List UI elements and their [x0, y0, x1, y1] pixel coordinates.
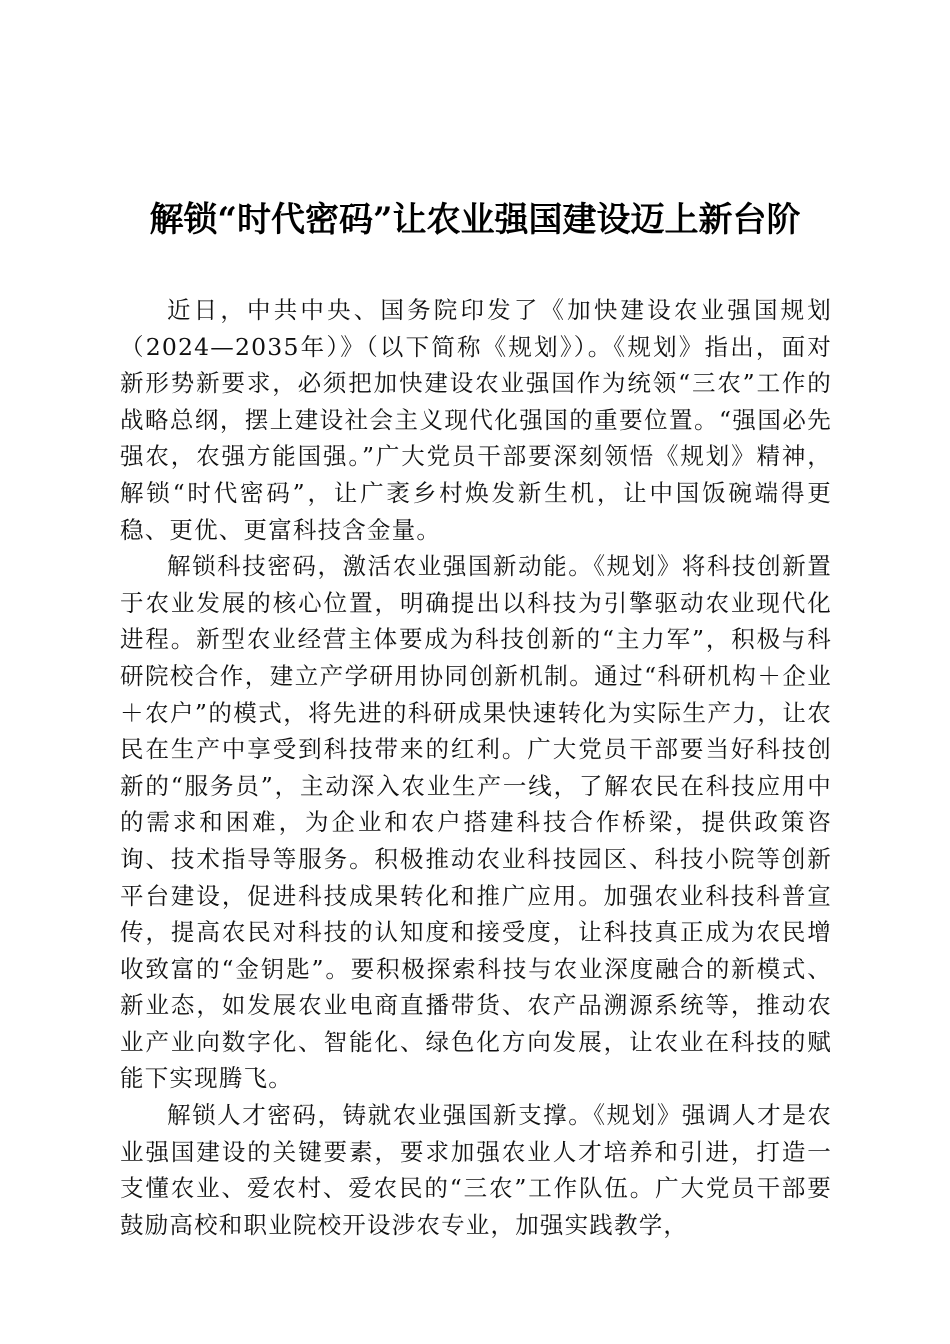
article-body — [120, 292, 832, 1243]
paragraph-intro: 近日，中共中央、国务院印发了《加快建设农业强国规划（2024—2035年）》（以下简称《规划》）。《规划》指出，面对新形势新要求，必须把加快建设农业强国作为统领“三农”工作的战略总纲，摆上建设社会主义现代化强国的重要位置。“强国必先强农，农强方能国强。”广大党员干部要深刻领悟《规划》精神，解锁“时代密码”，让广袤乡村焕发新生机，让中国饭碗端得更稳、更优、更富科技含金量。 — [120, 296, 832, 544]
paragraph-talent: 解锁人才密码，铸就农业强国新支撑。《规划》强调人才是农业强国建设的关键要素，要求加强农业人才培养和引进，打造一支懂农业、爱农村、爱农民的“三农”工作队伍。广大党员干部要鼓励高校和职业院校开设涉农专业，加强实践教学， — [120, 1101, 832, 1239]
paragraph-technology: 解锁科技密码，激活农业强国新动能。《规划》将科技创新置于农业发展的核心位置，明确提出以科技为引擎驱动农业现代化进程。新型农业经营主体要成为科技创新的“主力军”，积极与科研院校合作，建立产学研用协同创新机制。通过“科研机构＋企业＋农户”的模式，将先进的科研成果快速转化为实际生产力，让农民在生产中享受到科技带来的红利。广大党员干部要当好科技创新的“服务员”，主动深入农业生产一线，了解农民在科技应用中的需求和困难，为企业和农户搭建科技合作桥梁，提供政策咨询、技术指导等服务。积极推动农业科技园区、科技小院等创新平台建设，促进科技成果转化和推广应用。加强农业科技科普宣传，提高农民对科技的认知度和接受度，让科技真正成为农民增收致富的“金钥匙”。要积极探索科技与农业深度融合的新模式、新业态，如发展农业电商直播带货、农产品溯源系统等，推动农业产业向数字化、智能化、绿色化方向发展，让农业在科技的赋能下实现腾飞。 — [120, 552, 832, 1093]
article-title: 解锁“时代密码”让农业强国建设迈上新台阶 — [149, 200, 801, 240]
